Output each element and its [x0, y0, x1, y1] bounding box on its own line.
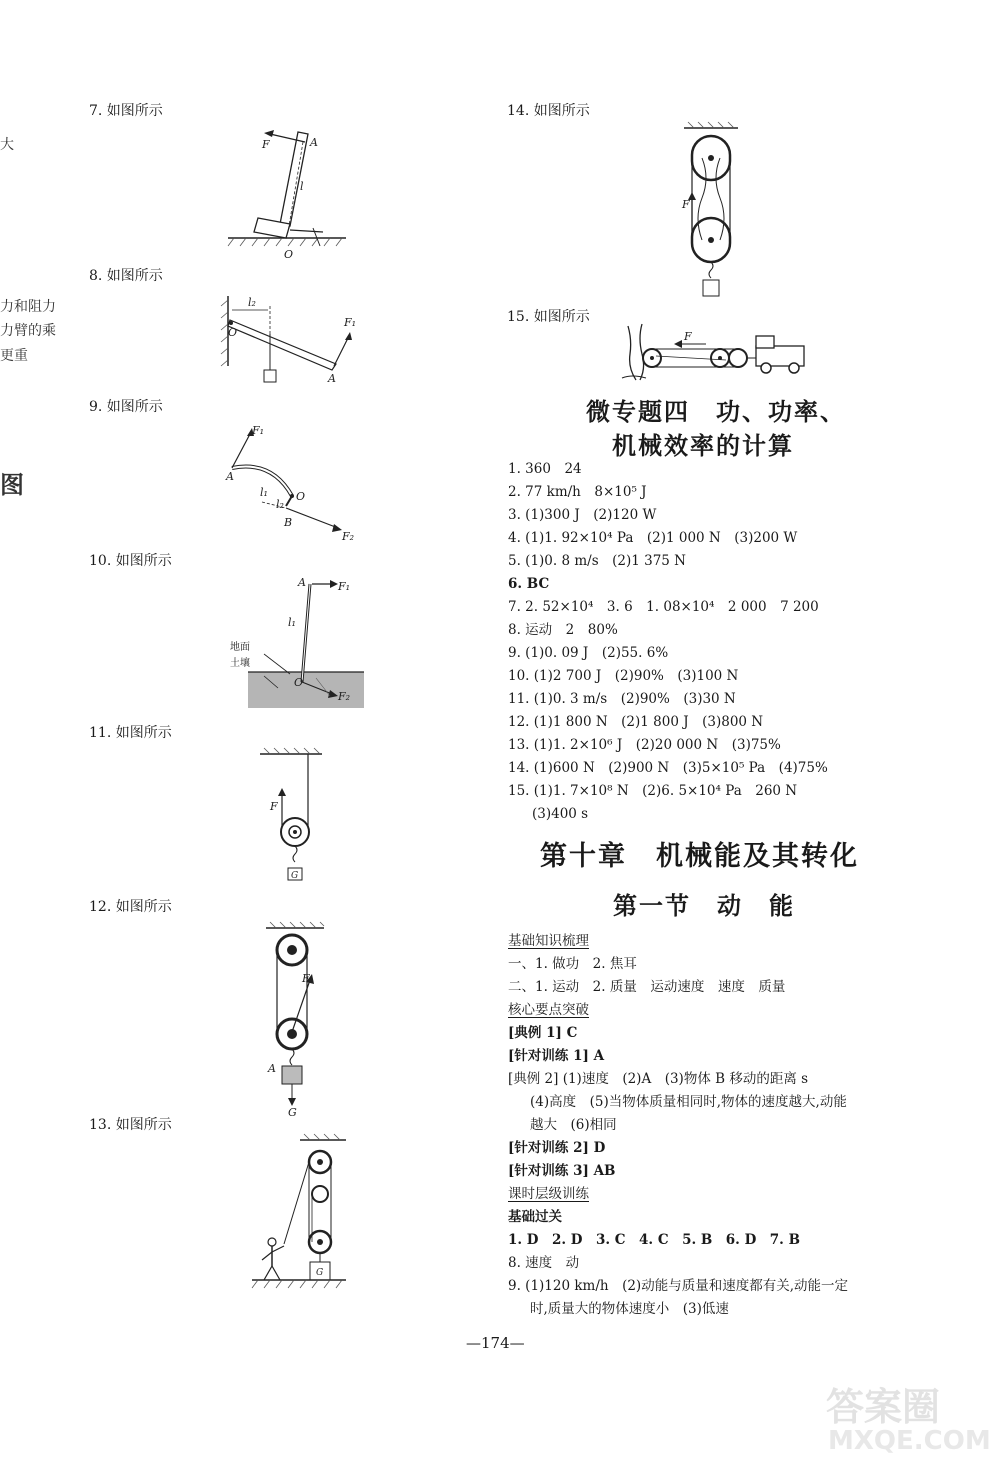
figure-letter: F [262, 138, 270, 151]
figure-label: 9. 如图所示 [89, 399, 163, 415]
answer-line: 7. 2. 52×10⁴ 3. 6 1. 08×10⁴ 2 000 7 200 [508, 599, 819, 615]
figure-letter: O [296, 490, 306, 503]
figure-letter: l₁ [260, 486, 268, 499]
answer-line: [典例 2] (1)速度 (2)A (3)物体 B 移动的距离 s [508, 1071, 809, 1087]
figure-letter: A [310, 136, 318, 149]
figure-letter: 地面 [230, 642, 250, 653]
answer-line: 3. (1)300 J (2)120 W [508, 507, 657, 523]
answer-line: 15. (1)1. 7×10⁸ N (2)6. 5×10⁴ Pa 260 N [508, 783, 798, 799]
figure-letter: B [284, 516, 293, 529]
answer-line: 11. (1)0. 3 m/s (2)90% (3)30 N [508, 691, 736, 707]
lever-wall-diagram [218, 292, 368, 392]
figure-label: 12. 如图所示 [89, 899, 172, 915]
answer-line: (4)高度 (5)当物体质量相同时,物体的速度越大,动能 [530, 1094, 847, 1110]
figure-letter: O [294, 676, 304, 689]
answer-line: 8. 速度 动 [508, 1255, 580, 1271]
figure-letter: F₁ [252, 424, 265, 437]
answer-line: 时,质量大的物体速度小 (3)低速 [530, 1301, 729, 1317]
answer-line: 1. D 2. D 3. C 4. C 5. B 6. D 7. B [508, 1232, 800, 1248]
figure-label: 7. 如图所示 [89, 103, 163, 119]
figure-letter: l₁ [288, 616, 296, 629]
answer-line: [针对训练 1] A [508, 1048, 605, 1064]
figure-letter: F [684, 330, 692, 343]
movable-pulley-diagram [256, 748, 336, 888]
edge-text: 更重 [0, 348, 28, 364]
subheading: 基础知识梳理 [508, 933, 589, 949]
pulley-block-two-diagram [262, 920, 342, 1119]
subheading: 基础过关 [508, 1209, 562, 1225]
figure-letter: G [288, 1106, 297, 1119]
figure-letter: A [226, 470, 234, 483]
answer-line: 6. BC [508, 576, 550, 592]
person-pulley-diagram [250, 1134, 360, 1294]
figure-letter: l₂ [248, 296, 256, 309]
answer-line: 9. (1)120 km/h (2)动能与质量和速度都有关,动能一定 [508, 1278, 848, 1294]
figure-letter: A [328, 372, 336, 385]
truck-tree-pulley-diagram [616, 324, 812, 382]
answer-line: [针对训练 2] D [508, 1140, 606, 1156]
answer-line: [针对训练 3] AB [508, 1163, 616, 1179]
figure-label: 10. 如图所示 [89, 553, 172, 569]
answer-line: 8. 运动 2 80% [508, 622, 618, 638]
figure-letter: F [270, 800, 278, 813]
figure-label: 11. 如图所示 [89, 725, 172, 741]
subheading: 课时层级训练 [508, 1186, 589, 1202]
figure-letter: l₂ [276, 498, 284, 511]
edge-text: 力和阻力 [0, 299, 56, 315]
answer-line: 二、1. 运动 2. 质量 运动速度 速度 质量 [508, 979, 786, 995]
figure-letter: 土壤 [230, 658, 250, 669]
answer-line: (3)400 s [532, 806, 589, 822]
answer-line: 2. 77 km/h 8×10⁵ J [508, 484, 647, 500]
answer-line: 9. (1)0. 09 J (2)55. 6% [508, 645, 669, 661]
figure-letter: O [284, 248, 294, 261]
chapter-title: 第十章 机械能及其转化 [540, 841, 859, 872]
figure-letter: O [228, 326, 238, 339]
watermark-site: MXQE.COM [828, 1426, 991, 1456]
figure-letter: F₂ [342, 530, 355, 543]
answer-line: 14. (1)600 N (2)900 N (3)5×10⁵ Pa (4)75% [508, 760, 828, 776]
figure-letter: A [268, 1062, 276, 1075]
lever-hammer-diagram [228, 120, 358, 260]
figure-letter: F₁ [344, 316, 357, 329]
figure-letter: F [682, 198, 690, 211]
figure-letter: F₁ [338, 580, 351, 593]
figure-letter: F [302, 972, 310, 985]
edge-text: 图 [0, 470, 24, 499]
lever-curved-diagram [222, 420, 362, 543]
figure-letter: l [300, 180, 304, 193]
answer-line: 一、1. 做功 2. 焦耳 [508, 956, 637, 972]
answer-line: 1. 360 24 [508, 461, 582, 477]
figure-letter: G [316, 1268, 324, 1278]
answer-line: 越大 (6)相同 [530, 1117, 617, 1133]
figure-label: 14. 如图所示 [507, 103, 590, 119]
answer-line: 5. (1)0. 8 m/s (2)1 375 N [508, 553, 686, 569]
edge-text: 大 [0, 137, 14, 153]
figure-letter: G [291, 871, 299, 881]
lever-ground-diagram [224, 574, 364, 710]
figure-label: 13. 如图所示 [89, 1117, 172, 1133]
answer-line: 10. (1)2 700 J (2)90% (3)100 N [508, 668, 739, 684]
edge-text: 力臂的乘 [0, 323, 56, 339]
pulley-block-four-diagram [678, 122, 748, 302]
answer-line: 4. (1)1. 92×10⁴ Pa (2)1 000 N (3)200 W [508, 530, 798, 546]
figure-label: 15. 如图所示 [507, 309, 590, 325]
figure-letter: A [298, 576, 306, 589]
special-topic-title: 机械效率的计算 [612, 431, 794, 460]
figure-letter: F₂ [338, 690, 351, 703]
answer-line: [典例 1] C [508, 1025, 578, 1041]
subheading: 核心要点突破 [508, 1002, 589, 1018]
section-title: 第一节 动 能 [613, 891, 795, 920]
figure-label: 8. 如图所示 [89, 268, 163, 284]
answer-line: 12. (1)1 800 N (2)1 800 J (3)800 N [508, 714, 764, 730]
page-number: —174— [466, 1334, 525, 1352]
watermark-logo: 答案圈 [826, 1385, 941, 1429]
answer-line: 13. (1)1. 2×10⁶ J (2)20 000 N (3)75% [508, 737, 781, 753]
special-topic-title: 微专题四 功、功率、 [586, 397, 846, 426]
